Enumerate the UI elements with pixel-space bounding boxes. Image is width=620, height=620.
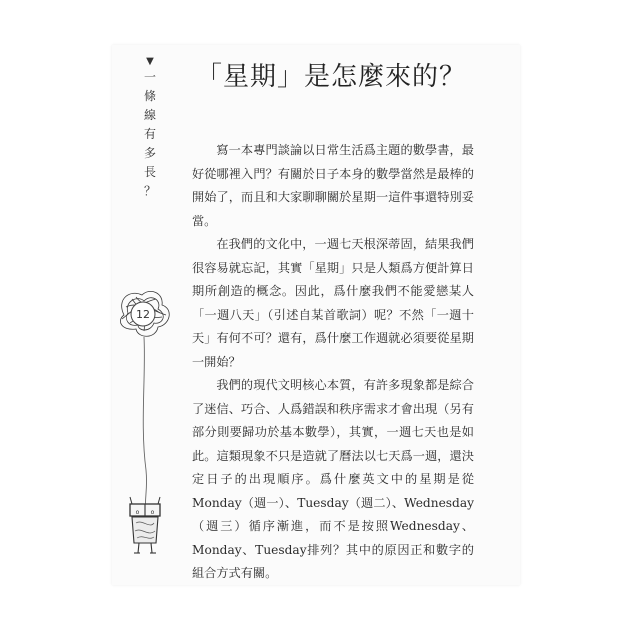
chapter-char: 多 xyxy=(143,146,156,160)
triangle-marker-icon: ▼ xyxy=(146,56,154,67)
chapter-char: 長 xyxy=(143,165,156,179)
page-number: 12 xyxy=(136,308,150,321)
chapter-char: 線 xyxy=(143,108,156,122)
chapter-char: 有 xyxy=(143,127,156,141)
paragraph: 我們的現代文明核心本質，有許多現象都是綜合了迷信、巧合、人爲錯誤和秩序需求才會出現（另有部分則要歸功於基本數學），其實，一週七天也是如此。這類現象不只是造就了曆法以七天爲一週，還決定日子的出現順序。爲什麼英文中的星期是從Monday（週一）、Tuesday（週二）、Wednesday（週三）循序漸進，而不是按照Wednesday、Monday、Tuesday排列？其中的原因正和數字的組合方式有關。 xyxy=(192,378,474,580)
paragraph: 寫一本專門談論以日常生活爲主題的數學書，最好從哪裡入門？有關於日子本身的數學當然是最棒的開始了，而且和大家聊聊關於星期一這件事還特別妥當。 xyxy=(192,143,474,228)
svg-text:o: o xyxy=(135,509,140,516)
chapter-char: ？ xyxy=(143,184,156,198)
character-figure xyxy=(130,497,160,553)
balloon-character-illustration xyxy=(110,285,190,560)
page-title: 「星期」是怎麼來的？ xyxy=(196,62,467,92)
chapter-sidebar xyxy=(139,56,161,201)
balloon-string xyxy=(143,337,146,510)
body-text xyxy=(192,139,474,586)
svg-text:o: o xyxy=(150,509,155,516)
scribble-body-icon xyxy=(132,517,158,543)
paragraph: 在我們的文化中，一週七天根深蒂固，結果我們很容易就忘記，其實「星期」只是人類爲方便計算日期所創造的概念。因此，爲什麼我們不能愛戀某人「一週八天」（引述自某首歌詞）呢？不然「一週十天」有何不可？還有，爲什麼工作週就必須要從星期一開始？ xyxy=(192,237,474,369)
chapter-char: 條 xyxy=(143,89,156,103)
chapter-char: 一 xyxy=(143,70,156,84)
